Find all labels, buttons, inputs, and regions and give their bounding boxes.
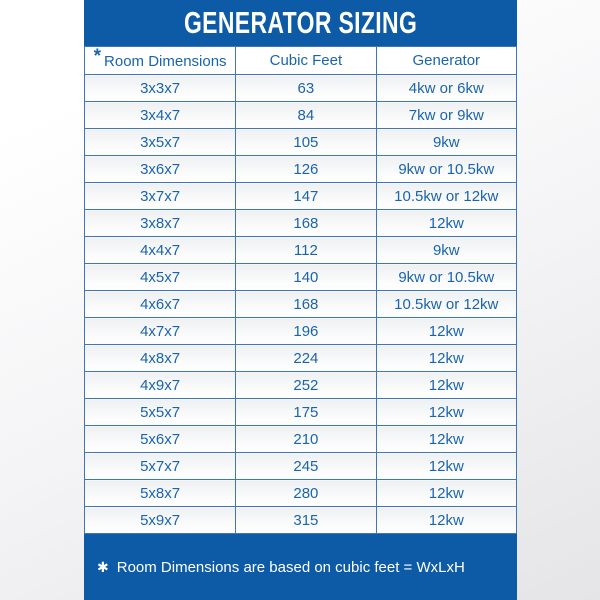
cell-room-dimensions: 3x4x7 xyxy=(85,102,236,129)
cell-cubic-feet: 140 xyxy=(236,264,376,291)
title-bar xyxy=(84,0,517,46)
cell-generator: 12kw xyxy=(376,210,516,237)
footnote-text: Room Dimensions are based on cubic feet = WxLxH xyxy=(116,558,465,576)
table-row xyxy=(85,264,517,291)
table-row xyxy=(85,318,517,345)
cell-cubic-feet: 168 xyxy=(236,291,376,318)
cell-cubic-feet: 280 xyxy=(236,480,376,507)
cell-cubic-feet: 168 xyxy=(236,210,376,237)
cell-room-dimensions: 5x6x7 xyxy=(85,426,236,453)
cell-generator: 12kw xyxy=(376,345,516,372)
cell-room-dimensions: 4x6x7 xyxy=(85,291,236,318)
cell-generator: 12kw xyxy=(376,480,516,507)
cell-cubic-feet: 210 xyxy=(236,426,376,453)
generator-sizing-table xyxy=(84,46,517,534)
cell-generator: 10.5kw or 12kw xyxy=(376,291,516,318)
cell-generator: 12kw xyxy=(376,453,516,480)
column-header-room-dimensions-label: Room Dimensions xyxy=(104,52,227,70)
cell-cubic-feet: 112 xyxy=(236,237,376,264)
cell-cubic-feet: 252 xyxy=(236,372,376,399)
generator-sizing-panel xyxy=(84,0,517,600)
cell-generator: 7kw or 9kw xyxy=(376,102,516,129)
cell-cubic-feet: 63 xyxy=(236,75,376,102)
cell-cubic-feet: 126 xyxy=(236,156,376,183)
cell-room-dimensions: 4x9x7 xyxy=(85,372,236,399)
star-icon: ✱ xyxy=(97,558,109,575)
cell-generator: 9kw xyxy=(376,129,516,156)
table-row xyxy=(85,480,517,507)
table-row xyxy=(85,372,517,399)
cell-room-dimensions: 4x7x7 xyxy=(85,318,236,345)
table-row xyxy=(85,237,517,264)
table-row xyxy=(85,210,517,237)
cell-generator: 12kw xyxy=(376,318,516,345)
cell-room-dimensions: 3x5x7 xyxy=(85,129,236,156)
table-header xyxy=(85,47,517,75)
page-title: GENERATOR SIZING xyxy=(183,5,418,40)
cell-generator: 12kw xyxy=(376,426,516,453)
cell-cubic-feet: 245 xyxy=(236,453,376,480)
table-row xyxy=(85,507,517,534)
cell-room-dimensions: 5x7x7 xyxy=(85,453,236,480)
cell-generator: 12kw xyxy=(376,399,516,426)
column-header-cubic-feet: Cubic Feet xyxy=(236,47,376,75)
cell-room-dimensions: 3x7x7 xyxy=(85,183,236,210)
table-body xyxy=(85,75,517,534)
cell-room-dimensions: 5x5x7 xyxy=(85,399,236,426)
table-row xyxy=(85,426,517,453)
table-row xyxy=(85,453,517,480)
footnote-bar xyxy=(84,534,517,600)
cell-room-dimensions: 3x8x7 xyxy=(85,210,236,237)
table-row xyxy=(85,156,517,183)
cell-generator: 9kw or 10.5kw xyxy=(376,264,516,291)
cell-room-dimensions: 5x9x7 xyxy=(85,507,236,534)
table-row xyxy=(85,291,517,318)
cell-room-dimensions: 5x8x7 xyxy=(85,480,236,507)
cell-generator: 9kw xyxy=(376,237,516,264)
cell-cubic-feet: 196 xyxy=(236,318,376,345)
asterisk-icon: * xyxy=(93,46,102,67)
cell-cubic-feet: 315 xyxy=(236,507,376,534)
cell-room-dimensions: 4x8x7 xyxy=(85,345,236,372)
table-row xyxy=(85,399,517,426)
cell-generator: 4kw or 6kw xyxy=(376,75,516,102)
cell-cubic-feet: 105 xyxy=(236,129,376,156)
cell-generator: 12kw xyxy=(376,372,516,399)
cell-cubic-feet: 175 xyxy=(236,399,376,426)
cell-generator: 9kw or 10.5kw xyxy=(376,156,516,183)
table-row xyxy=(85,75,517,102)
table-row xyxy=(85,129,517,156)
cell-cubic-feet: 224 xyxy=(236,345,376,372)
cell-room-dimensions: 3x6x7 xyxy=(85,156,236,183)
column-header-generator: Generator xyxy=(376,47,516,75)
column-header-room-dimensions xyxy=(85,47,236,75)
table-row xyxy=(85,183,517,210)
cell-room-dimensions: 4x5x7 xyxy=(85,264,236,291)
header-row xyxy=(85,47,517,75)
cell-generator: 12kw xyxy=(376,507,516,534)
table-row xyxy=(85,345,517,372)
cell-cubic-feet: 147 xyxy=(236,183,376,210)
cell-generator: 10.5kw or 12kw xyxy=(376,183,516,210)
cell-cubic-feet: 84 xyxy=(236,102,376,129)
cell-room-dimensions: 3x3x7 xyxy=(85,75,236,102)
cell-room-dimensions: 4x4x7 xyxy=(85,237,236,264)
table-row xyxy=(85,102,517,129)
